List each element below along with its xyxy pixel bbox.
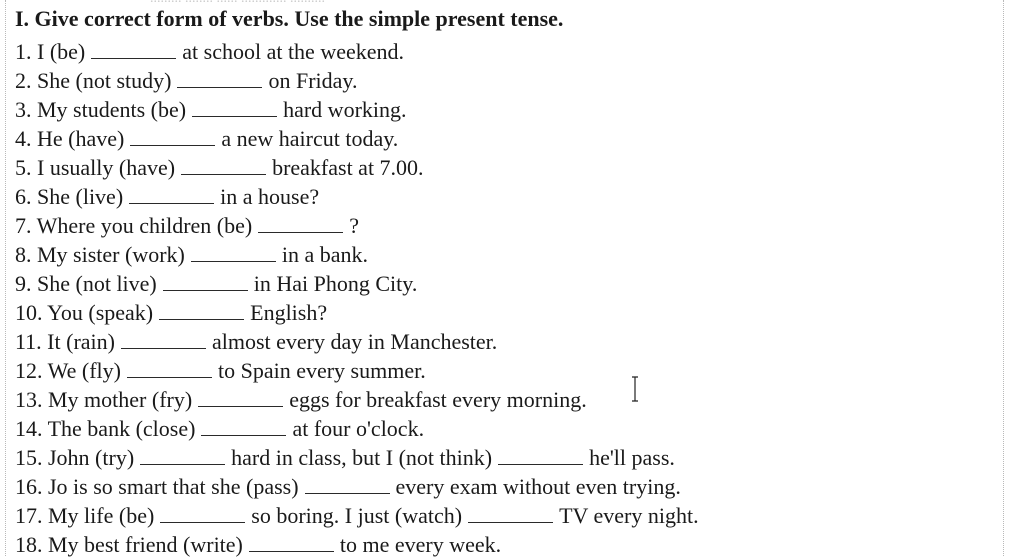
exercise-prompt: 12. We (fly)	[15, 358, 121, 383]
exercise-item	[15, 240, 699, 269]
exercise-text: in a bank.	[281, 242, 369, 267]
exercise-item	[15, 530, 699, 559]
answer-blank	[201, 419, 286, 436]
exercise-list	[15, 37, 699, 559]
exercise-text: ?	[349, 213, 359, 238]
exercise-text: every exam without even trying.	[395, 474, 681, 499]
exercise-text: at four o'clock.	[292, 416, 425, 441]
answer-blank	[258, 216, 343, 233]
exercise-item	[15, 37, 699, 66]
exercise-text: to Spain every summer.	[217, 358, 426, 383]
exercise-text: at school at the weekend.	[182, 39, 405, 64]
exercise-text: eggs for breakfast every morning.	[289, 387, 587, 412]
exercise-item	[15, 95, 699, 124]
exercise-item	[15, 124, 699, 153]
text-cursor-icon	[631, 376, 639, 402]
exercise-item	[15, 472, 699, 501]
answer-blank	[140, 448, 225, 465]
exercise-prompt: 18. My best friend (write)	[15, 532, 243, 557]
exercise-item	[15, 385, 699, 414]
exercise-prompt: 11. It (rain)	[15, 329, 115, 354]
answer-blank	[91, 42, 176, 59]
exercise-text: in Hai Phong City.	[253, 271, 418, 296]
exercise-prompt: 10. You (speak)	[15, 300, 154, 325]
exercise-text: a new haircut today.	[221, 126, 399, 151]
exercise-prompt: 5. I usually (have)	[15, 155, 176, 180]
exercise-item	[15, 211, 699, 240]
exercise-text: breakfast at 7.00.	[272, 155, 424, 180]
exercise-prompt: 4. He (have)	[15, 126, 125, 151]
exercise-prompt: 8. My sister (work)	[15, 242, 185, 267]
exercise-heading: I. Give correct form of verbs. Use the simple present tense.	[15, 6, 564, 31]
exercise-text: hard in class, but I (not think)	[231, 445, 493, 470]
answer-blank	[159, 303, 244, 320]
exercise-text: to me every week.	[339, 532, 502, 557]
exercise-prompt: 15. John (try)	[15, 445, 135, 470]
exercise-item	[15, 269, 699, 298]
exercise-text: TV every night.	[559, 503, 699, 528]
answer-blank	[181, 158, 266, 175]
exercise-item	[15, 443, 699, 472]
answer-blank	[249, 535, 334, 552]
answer-blank	[129, 187, 214, 204]
exercise-prompt: 3. My students (be)	[15, 97, 187, 122]
exercise-prompt: 7. Where you children (be)	[15, 213, 253, 238]
answer-blank	[163, 274, 248, 291]
page-edge-left	[5, 0, 6, 556]
exercise-item	[15, 414, 699, 443]
exercise-text: hard working.	[283, 97, 407, 122]
exercise-text: almost every day in Manchester.	[211, 329, 498, 354]
answer-blank	[498, 448, 583, 465]
answer-blank	[305, 477, 390, 494]
exercise-prompt: 6. She (live)	[15, 184, 124, 209]
answer-blank	[177, 71, 262, 88]
exercise-item	[15, 153, 699, 182]
answer-blank	[121, 332, 206, 349]
exercise-text: in a house?	[220, 184, 320, 209]
exercise-item	[15, 327, 699, 356]
exercise-item	[15, 501, 699, 530]
exercise-text: on Friday.	[268, 68, 358, 93]
exercise-item	[15, 66, 699, 95]
exercise-prompt: 2. She (not study)	[15, 68, 172, 93]
exercise-prompt: 14. The bank (close)	[15, 416, 196, 441]
exercise-prompt: 13. My mother (fry)	[15, 387, 193, 412]
exercise-prompt: 16. Jo is so smart that she (pass)	[15, 474, 299, 499]
exercise-item	[15, 356, 699, 385]
exercise-prompt: 9. She (not live)	[15, 271, 157, 296]
exercise-text: English?	[250, 300, 328, 325]
answer-blank	[468, 506, 553, 523]
exercise-item	[15, 182, 699, 211]
page-edge-right	[1003, 0, 1004, 556]
answer-blank	[191, 245, 276, 262]
answer-blank	[127, 361, 212, 378]
exercise-prompt: 17. My life (be)	[15, 503, 155, 528]
exercise-prompt: 1. I (be)	[15, 39, 86, 64]
answer-blank	[130, 129, 215, 146]
answer-blank	[198, 390, 283, 407]
answer-blank	[192, 100, 277, 117]
exercise-text: he'll pass.	[589, 445, 675, 470]
answer-blank	[160, 506, 245, 523]
exercise-item	[15, 298, 699, 327]
exercise-text: so boring. I just (watch)	[251, 503, 463, 528]
